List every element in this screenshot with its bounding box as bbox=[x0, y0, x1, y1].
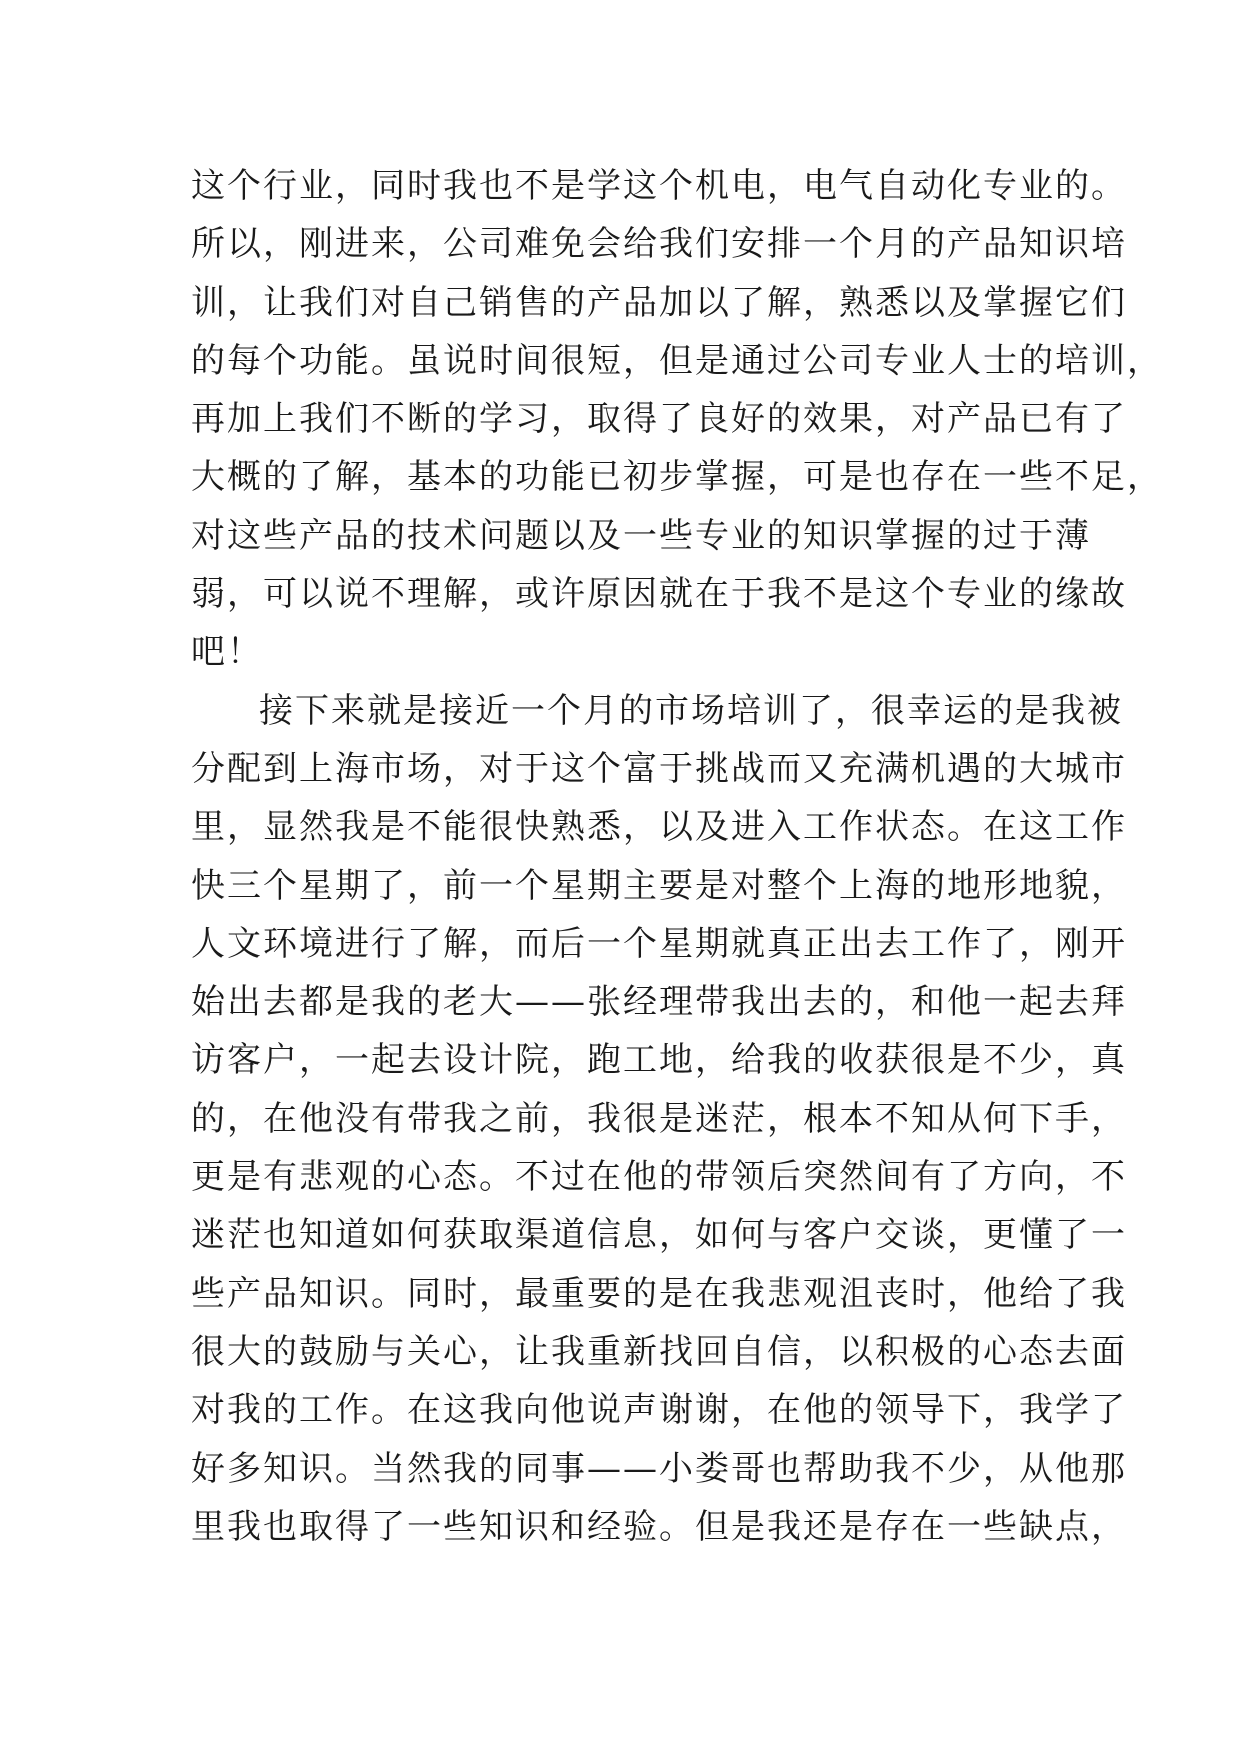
text-line: 迷茫也知道如何获取渠道信息，如何与客户交谈，更懂了一 bbox=[191, 1215, 1127, 1256]
text-line: 始出去都是我的老大——张经理带我出去的，和他一起去拜 bbox=[191, 982, 1127, 1023]
text-line: 接下来就是接近一个月的市场培训了，很幸运的是我被 bbox=[259, 690, 1123, 731]
text-line: 更是有悲观的心态。不过在他的带领后突然间有了方向，不 bbox=[191, 1157, 1127, 1198]
text-line: 对这些产品的技术问题以及一些专业的知识掌握的过于薄 bbox=[191, 515, 1091, 556]
text-line: 里，显然我是不能很快熟悉，以及进入工作状态。在这工作 bbox=[191, 807, 1127, 848]
text-line: 这个行业，同时我也不是学这个机电，电气自动化专业的。 bbox=[191, 166, 1127, 206]
text-line: 再加上我们不断的学习，取得了良好的效果，对产品已有了 bbox=[191, 399, 1127, 440]
text-line: 分配到上海市场，对于这个富于挑战而又充满机遇的大城市 bbox=[191, 748, 1127, 789]
text-line: 好多知识。当然我的同事——小娄哥也帮助我不少，从他那 bbox=[191, 1448, 1127, 1489]
text-line: 些产品知识。同时，最重要的是在我悲观沮丧时，他给了我 bbox=[191, 1273, 1127, 1314]
text-line: 大概的了解，基本的功能已初步掌握，可是也存在一些不足， bbox=[191, 457, 1163, 498]
text-line: 很大的鼓励与关心，让我重新找回自信，以积极的心态去面 bbox=[191, 1331, 1127, 1372]
text-line: 里我也取得了一些知识和经验。但是我还是存在一些缺点， bbox=[191, 1506, 1127, 1547]
text-line: 访客户，一起去设计院，跑工地，给我的收获很是不少，真 bbox=[191, 1040, 1127, 1081]
text-line: 弱，可以说不理解，或许原因就在于我不是这个专业的缘故 bbox=[191, 574, 1127, 615]
text-line: 的每个功能。虽说时间很短，但是通过公司专业人士的培训， bbox=[191, 340, 1163, 381]
body-text bbox=[191, 157, 1163, 1556]
text-line: 训，让我们对自己销售的产品加以了解，熟悉以及掌握它们 bbox=[191, 282, 1127, 323]
text-line: 快三个星期了，前一个星期主要是对整个上海的地形地貌， bbox=[191, 865, 1127, 906]
text-line: 人文环境进行了解，而后一个星期就真正出去工作了，刚开 bbox=[191, 923, 1127, 964]
text-line: 的，在他没有带我之前，我很是迷茫，根本不知从何下手， bbox=[191, 1098, 1127, 1139]
text-line: 吧！ bbox=[191, 632, 263, 673]
text-line: 所以，刚进来，公司难免会给我们安排一个月的产品知识培 bbox=[191, 224, 1127, 265]
text-line: 对我的工作。在这我向他说声谢谢，在他的领导下，我学了 bbox=[191, 1390, 1127, 1431]
